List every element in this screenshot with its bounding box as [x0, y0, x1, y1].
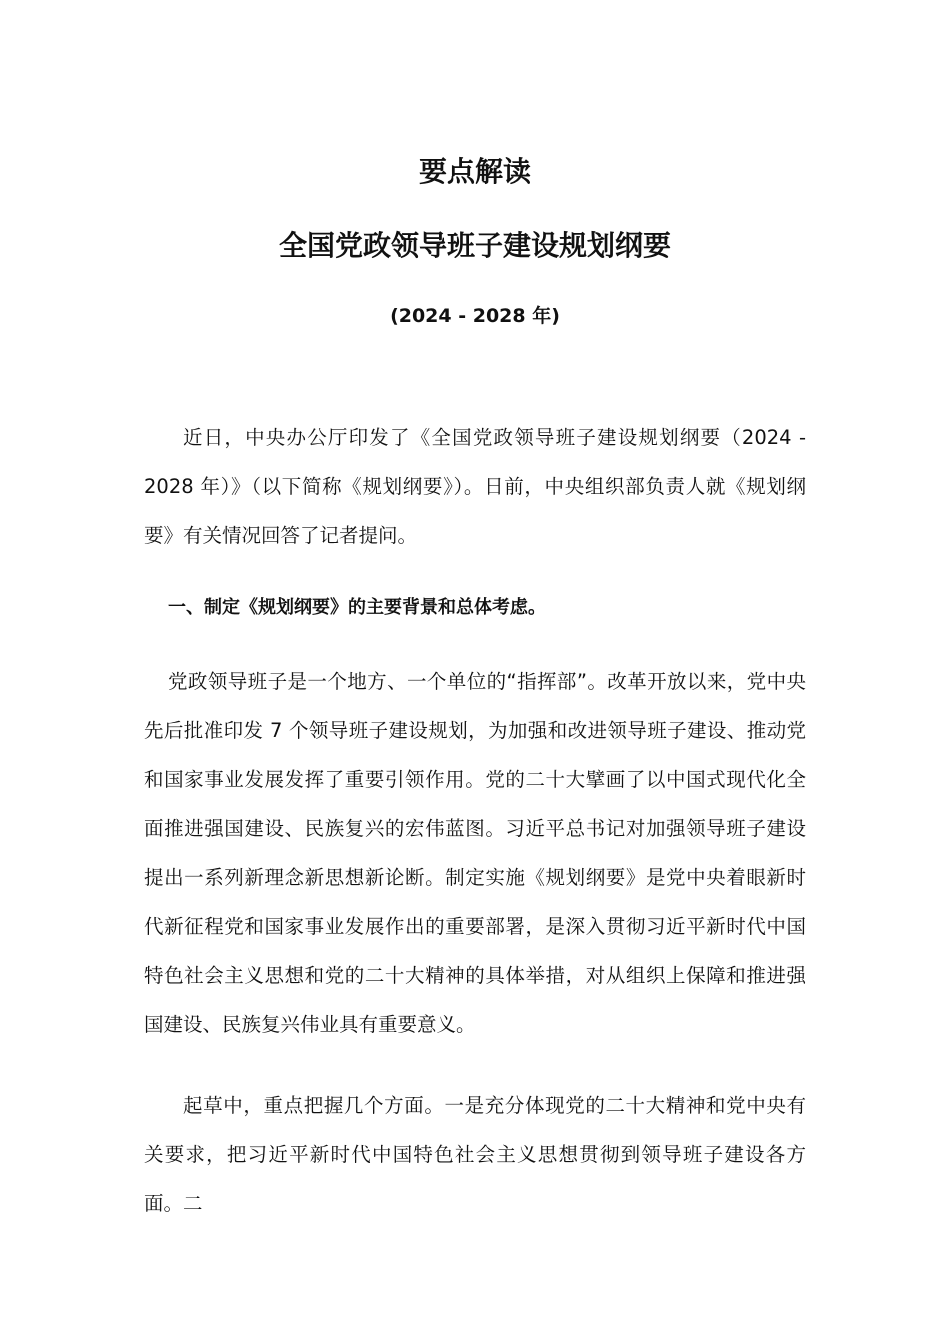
document-years: (2024 - 2028 年) — [390, 305, 560, 327]
document-subtitle: 全国党政领导班子建设规划纲要 — [278, 229, 671, 262]
section-heading: 一、制定《规划纲要》的主要背景和总体考虑。 — [168, 597, 546, 618]
intro-paragraph: 近日，中央办公厅印发了《全国党政领导班子建设规划纲要（2024 - 2028 年）》（以下简称《规划纲要》）。日前，中央组织部负责人就《规划纲要》有关情况回答了记者提问。 — [144, 426, 806, 547]
drafting-paragraph: 起草中，重点把握几个方面。一是充分体现党的二十大精神和党中央有关要求，把习近平新时代中国特色社会主义思想贯彻到领导班子建设各方面。二 — [144, 1094, 806, 1215]
document-title: 要点解读 — [418, 155, 531, 188]
background-paragraph: 党政领导班子是一个地方、一个单位的“指挥部”。改革开放以来，党中央先后批准印发 7 个领导班子建设规划，为加强和改进领导班子建设、推动党和国家事业发展发挥了重要引领作用。党的二十大擘画了以中国式现代化全面推进强国建设、民族复兴的宏伟蓝图。习近平总书记对加强领导班子建设提出一系列新理念新思想新论断。制定实施《规划纲要》是党中央着眼新时代新征程党和国家事业发展作出的重要部署，是深入贯彻习近平新时代中国特色社会主义思想和党的二十大精神的具体举措，对从组织上保障和推进强国建设、民族复兴伟业具有重要意义。 — [144, 670, 806, 1036]
